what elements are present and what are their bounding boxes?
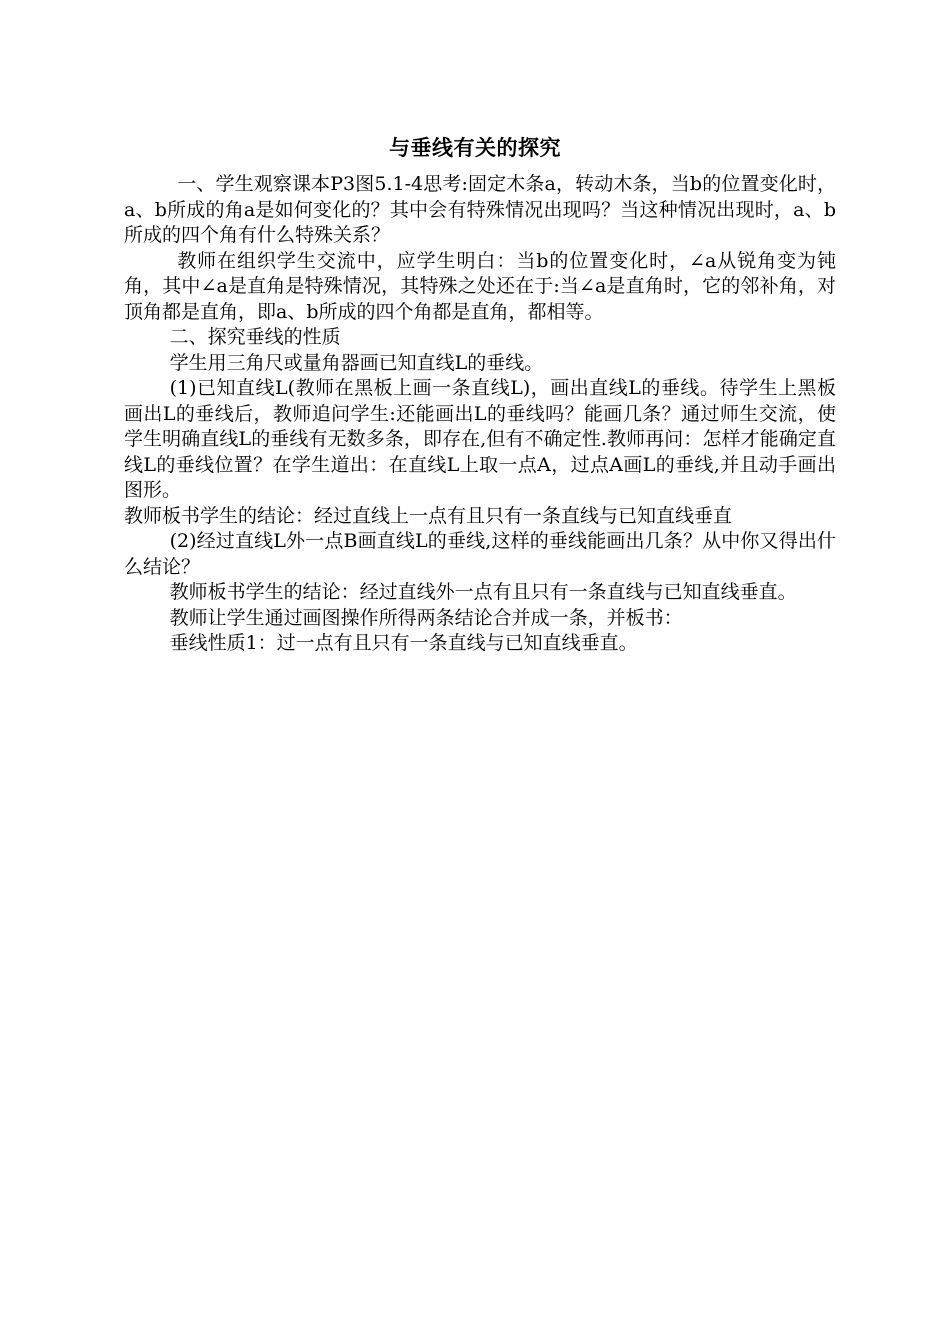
section-heading-explore: 二、探究垂线的性质 [169,326,341,348]
paragraph-merge: 教师让学生通过画图操作所得两条结论合并成一条，并板书： [169,606,683,629]
document-body [124,172,836,657]
paragraph-step-2: (2)经过直线L外一点B画直线L的垂线,这样的垂线能画出几条？从中你又得出什么结论？ [124,530,836,578]
paragraph-teacher-guide: 教师在组织学生交流中，应学生明白：当b的位置变化时，∠a从锐角变为钝角，其中∠a是直角是特殊情况，其特殊之处还在于:当∠a是直角时，它的邻补角，对顶角都是直角，即a、b所成的四个角都是直角，都相等。 [124,249,836,323]
paragraph-conclusion-2: 教师板书学生的结论：经过直线外一点有且只有一条直线与已知直线垂直。 [169,581,797,603]
document-title: 与垂线有关的探究 [389,136,561,160]
paragraph-step-1: (1)已知直线L(教师在黑板上画一条直线L)，画出直线L的垂线。待学生上黑板画出L的垂线后，教师追问学生:还能画出L的垂线吗？能画几条？通过师生交流，使学生明确直线L的垂线有无数多条，即存在,但有不确定性.教师再问：怎样才能确定直线L的垂线位置？在学生道出：在直线L上取一点A，过点A画L的垂线,并且动手画出图形。 [124,377,836,501]
paragraph-property-1: 垂线性质1：过一点有且只有一条直线与已知直线垂直。 [169,632,638,654]
paragraph-draw-perpendicular: 学生用三角尺或量角器画已知直线L的垂线。 [169,351,544,374]
paragraph-observe: 一、学生观察课本P3图5.1-4思考:固定木条a，转动木条，当b的位置变化时，a、b所成的角a是如何变化的？其中会有特殊情况出现吗？当这种情况出现时，a、b所成的四个角有什么特殊关系？ [124,173,836,246]
paragraph-conclusion-1: 教师板书学生的结论：经过直线上一点有且只有一条直线与已知直线垂直 [124,504,733,527]
